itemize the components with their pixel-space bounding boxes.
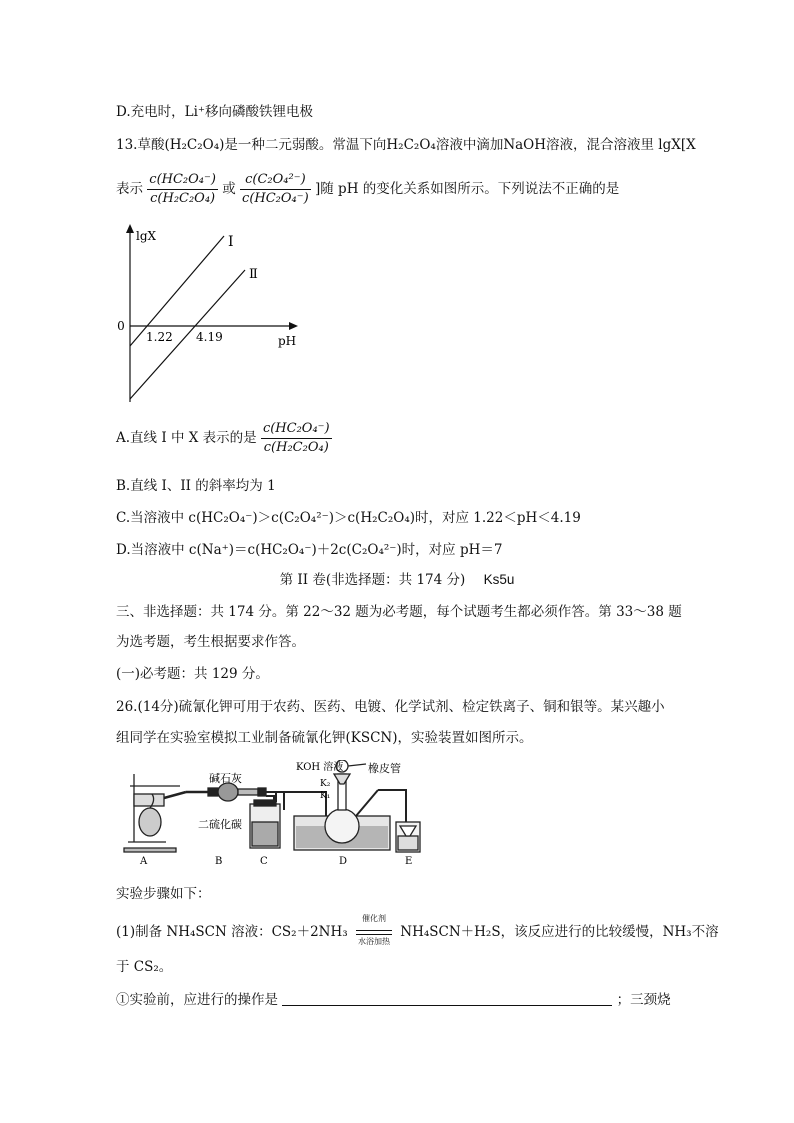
q13-option-a-fraction — [261, 420, 332, 457]
label-c: C — [260, 856, 268, 867]
q13-option-a-denominator: c(H₂C₂O₄) — [263, 440, 329, 455]
part3-line1: 三、非选择题：共 174 分。第 22～32 题为必考题，每个试题考生都必须作答。第 33～38 题 — [116, 604, 682, 620]
apparatus-diagram — [116, 760, 456, 868]
step1-line2: 于 CS₂。 — [116, 959, 173, 975]
label-soda-lime: 碱石灰 — [209, 772, 242, 785]
reaction-condition-top: 催化剂 — [361, 914, 386, 923]
apparatus-b — [208, 783, 266, 801]
x-axis-arrow — [289, 322, 298, 330]
reaction-condition-bottom: 水浴加热 — [357, 937, 390, 946]
step1-line1 — [116, 914, 719, 946]
q13-fraction-2 — [240, 171, 311, 208]
q26-line2: 组同学在实验室模拟工业制备硫氰化钾(KSCN)，实验装置如图所示。 — [116, 730, 533, 746]
graph-line-ii-label: Ⅱ — [249, 267, 258, 282]
answer-blank[interactable] — [282, 991, 612, 1006]
graph-tick-1: 1.22 — [146, 330, 173, 344]
steps-title: 实验步骤如下： — [116, 886, 211, 902]
section-heading — [0, 570, 794, 590]
section-mark: Ks5u — [483, 572, 515, 587]
graph-tick-2: 4.19 — [196, 330, 223, 344]
step1-products: NH₄SCN＋H₂S，该反应进行的比较缓慢，NH₃不溶 — [400, 924, 719, 940]
section-title: 第 II 卷(非选择题：共 174 分) — [279, 572, 466, 588]
label-k1: K₁ — [320, 791, 331, 801]
label-cs2: 二硫化碳 — [198, 818, 242, 831]
label-d: D — [339, 856, 348, 867]
q13-fraction-1-denominator: c(H₂C₂O₄) — [150, 191, 216, 206]
graph-xlabel: pH — [278, 334, 297, 348]
y-axis-arrow — [126, 224, 134, 233]
q13-prefix: 表示 — [116, 181, 143, 197]
step1-reactants: (1)制备 NH₄SCN 溶液：CS₂＋2NH₃ — [116, 924, 348, 940]
label-k2: K₂ — [320, 779, 331, 789]
step1-question-text: ①实验前，应进行的操作是 — [116, 992, 278, 1008]
reaction-arrow — [352, 914, 396, 946]
apparatus-a — [124, 774, 186, 852]
label-a: A — [140, 856, 148, 867]
q26-line1: 26.(14分)硫氰化钾可用于农药、医药、电镀、化学试剂、检定铁离子、铜和银等。某兴趣小 — [116, 699, 665, 715]
apparatus-e — [396, 822, 420, 852]
q13-suffix: ]随 pH 的变化关系如图所示。下列说法不正确的是 — [315, 181, 620, 197]
q13-fraction-2-numerator: c(C₂O₄²⁻) — [240, 171, 311, 190]
label-koh: KOH 溶液 — [296, 762, 344, 773]
graph-origin: 0 — [117, 319, 125, 333]
q13-fraction-1 — [147, 171, 218, 208]
q13-fraction-1-numerator: c(HC₂O₄⁻) — [147, 171, 218, 190]
q13-option-d: D.当溶液中 c(Na⁺)＝c(HC₂O₄⁻)＋2c(C₂O₄²⁻)时，对应 pH＝7 — [116, 542, 503, 558]
step1-question-tail: ；三颈烧 — [616, 992, 671, 1008]
q13-option-b: B.直线 I、II 的斜率均为 1 — [116, 478, 276, 494]
prev-option-d: D.充电时，Li⁺移向磷酸铁锂电极 — [116, 104, 314, 120]
q13-fraction-2-denominator: c(HC₂O₄⁻) — [242, 191, 309, 206]
label-rubber-tube: 橡皮管 — [368, 762, 401, 775]
q13-option-a-numerator: c(HC₂O₄⁻) — [261, 420, 332, 439]
apparatus-c — [250, 800, 280, 848]
q13-option-c: C.当溶液中 c(HC₂O₄⁻)＞c(C₂O₄²⁻)＞c(H₂C₂O₄)时，对应 1.22＜pH＜4.19 — [116, 510, 581, 526]
q13-graph — [112, 222, 312, 407]
part3-line2: 为选考题，考生根据要求作答。 — [116, 634, 305, 650]
q13-option-a — [116, 420, 332, 457]
q13-stem-line1: 13.草酸(H₂C₂O₄)是一种二元弱酸。常温下向H₂C₂O₄溶液中滴加NaOH溶液，混合溶液里 lgX[X — [116, 137, 696, 153]
required-heading: (一)必考题：共 129 分。 — [116, 666, 269, 682]
label-b: B — [215, 856, 223, 867]
q13-or: 或 — [222, 181, 236, 197]
graph-ylabel: lgX — [136, 229, 157, 243]
label-e: E — [405, 856, 413, 867]
q13-option-a-text: A.直线 I 中 X 表示的是 — [116, 430, 257, 446]
graph-line-i-label: I — [228, 234, 234, 250]
step1-question — [116, 990, 671, 1010]
q13-stem-line2 — [116, 171, 619, 208]
